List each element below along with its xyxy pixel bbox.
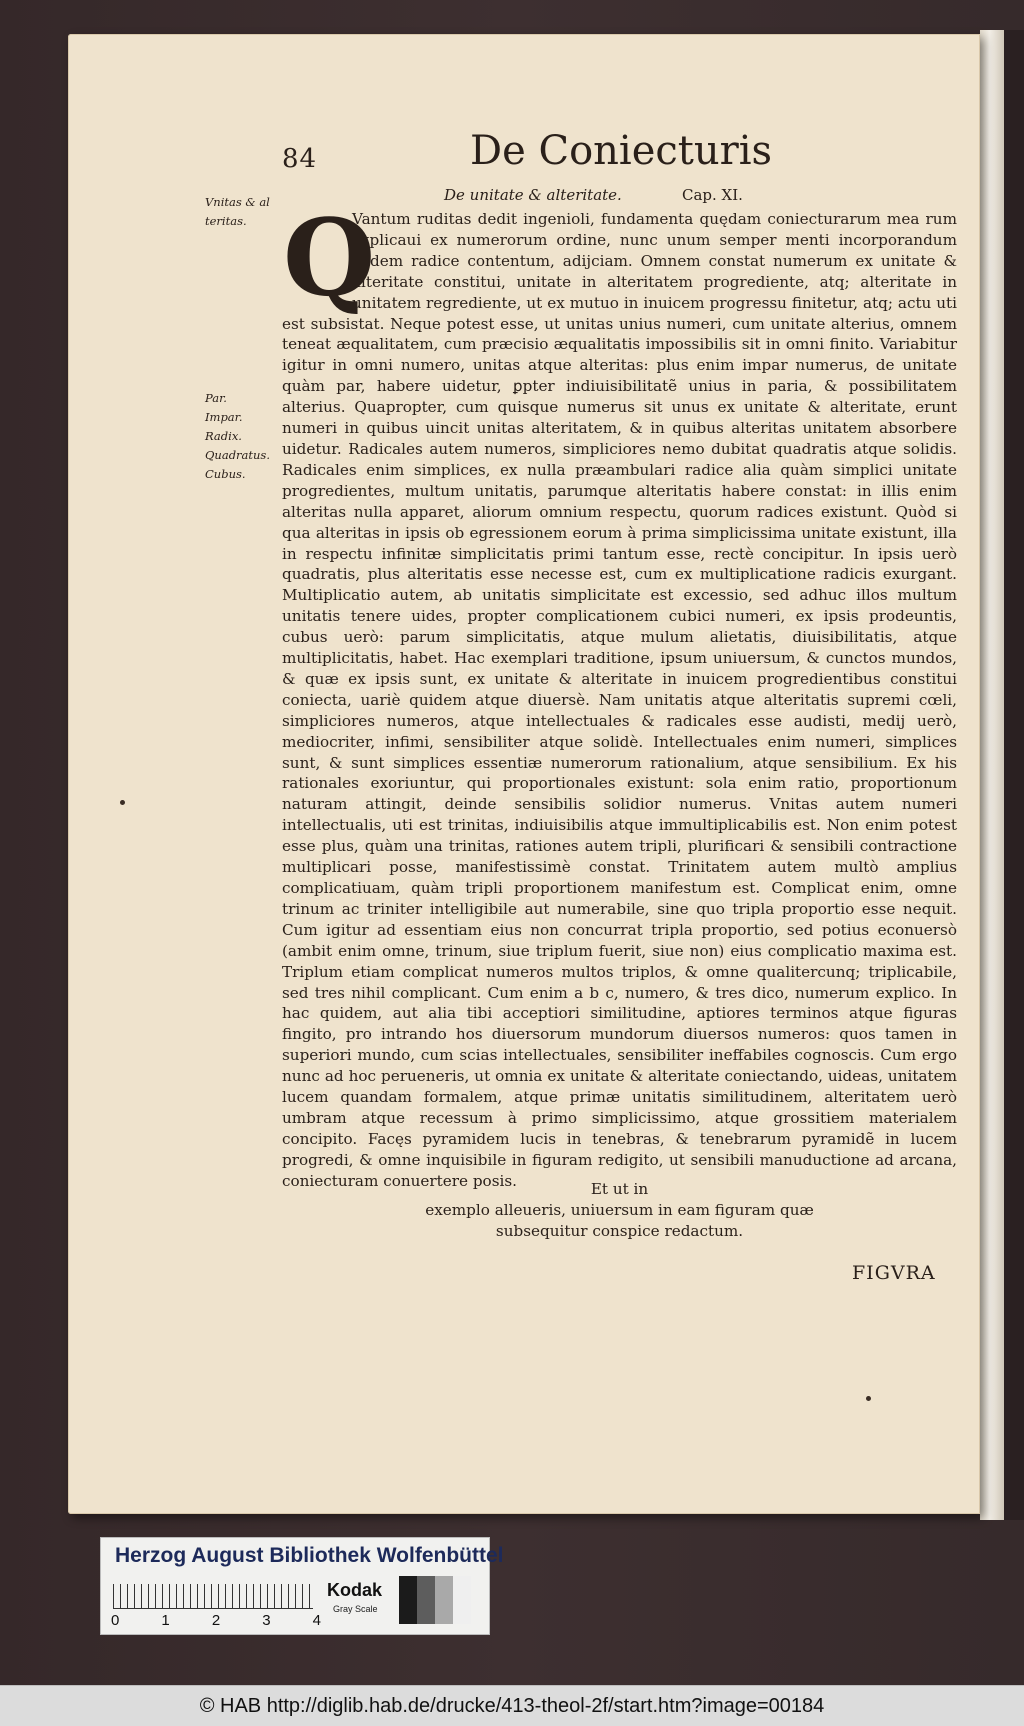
binding-shadow [1004,30,1024,1520]
main-paragraph: Vantum ruditas dedit ingenioli, fundamenta quędam coniecturarum mea rum explicaui ex numerorum ordine, nunc unum semper menti incorporandum eadem radice contentum, adijciam. Omnem constat numerum ex unitate & alteritate constitui, unitate in alteritatem progrediente, atq; alteritate in unitatem regrediente, ut ex mutuo in inuicem progressu finitetur, atq; actu uti est subsistat. Neque potest esse, ut unitas unius numeri, cum unitate alterius, omnem teneat æqualitatem, cum præcisio æqualitatis impossibilis sit in omni finito. Variabitur igitur in omni numero, unitas atque alteritas: plus enim impar numerus, de unitate quàm par, habere uidetur, ꝑpter indiuisibilitatẽ unius in paria, & possibilitatem alterius. Quapropter, cum quisque numerus sit unus ex unitate & alteritate, erunt numeri in quibus uincit unitas alteritatem, & in quibus alteritas unitatem absorbere uidetur. Radicales autem numeros, simpliciores nemo dubitat quadratis atque solidis. Radicales enim simplices, ex nulla præambulari radice alia quàm simplici unitate progredientes, multum unitatis, parumque alteritatis habere constat: in illis enim alteritas nulla apparet, aliorum omnium respectu, quorum radices existunt. Quòd si qua alteritas in ipsis ob egressionem eorum à prima simplicissima unitate existunt, illa in respectu infinitæ simplicitatis primi tantum esse, rectè concipitur. In ipsis uerò quadratis, plus alteritatis esse necesse est, cum ex multiplicatione radicis exurgant. Multiplicatio autem, ab unitatis simplicitate est excessio, sed adhuc illos multum unitatis tenere uides, propter complicationem cubici numeri, ex ipsis prodeuntis, cubus uerò: parum simplicitatis, atque mulum alietatis, diuisibilitatis, atque multiplicitatis, habet. Hac exemplari traditione, ipsum uniuersum, & cunctos mundos, & quæ ex ipsis sunt, ex unitate & alteritate in inuicem progredientibus constitui coniecta, uariè quidem atque diuersè. Nam unitatis atque alteritatis supremi cœli, simpliciores numeros, atque intellectuales & radicales esse audisti, medij uerò, mediocriter, infimi, sensibiliter atque solidè. Intellectuales enim numeri, simplices sunt, & sunt simplices essentiæ numerorum rationalium, atque sensibilium. Ex his rationales exoriuntur, qui proportionales existunt: sola enim ratio, proportionum naturam attingit, deinde sensibilis solidior numerus. Vnitas autem numeri intellectualis, uti est trinitas, indiuisibilis atque immultiplicabilis est. Non enim potest esse plus, quàm una trinitas, rationes autem tripli, plurificari & sensibili contractione multiplicari posse, manifestissimè constat. Trinitatem autem multò amplius complicatiuam, quàm tripli proportionem manifestum est. Complicat enim, omne trinum ac triniter intelligibile aut numerabile, sine quo tripla proportio esse nequit. Cum igitur ad essentiam eius non concurrat tripla proportio, sed potius econuersò (ambit enim omne, trinum, siue triplum fuerit, siue non) eius complicatio maxima est. Triplum etiam complicat numeros multos triplos, & omne qualitercunq; triplicabile, sed tres nihil complicant. Cum enim a b c, numero, & tres dico, numerum explico. In hac quidem, aut alia tibi acceptiori similitudine, aptiores terminos atque figuras fingito, pro intrando hos diuersorum mundorum diuersos numeros: quos tamen in superiori mundo, cum scias intellectuales, sensibiliter ineffabiles cognoscis. Cum ergo nunc ad hoc perueneris, ut omnia ex unitate & alteritate coniectando, uideas, unitatem lucem quandam formalem, atque primæ unitatis similitudinem, alteritatem uerò umbram atque recessum à primo simplicissimo, atque grossitiem materialem concipito. Facęs pyramidem lucis in tenebras, & tenebrarum pyramidẽ in lucem progredi, & omne inquisibile in figuram redigito, ut sensibili manuductione ad arcana, coniecturam conuertere posis. [282,210,957,1190]
closing-line: subsequitur conspice redactum. [495,1221,744,1240]
color-calibration-bar [100,1537,504,1635]
closing-line: exemplo alleueris, uniuersum in eam figuram quæ [425,1200,814,1219]
gray-patches [399,1576,471,1624]
gray-patch [435,1576,453,1624]
library-name: Herzog August Bibliothek Wolfenbüttel [115,1544,504,1567]
chapter-title: De unitate & alteritate. [444,186,622,204]
ruler-number: 1 [161,1612,170,1629]
marginal-line: Quadratus. [205,448,270,462]
marginal-note-unitas [205,193,285,231]
next-page-edge [980,30,1004,1520]
closing-lines [282,1179,957,1242]
kodak-logo: Kodak [327,1580,383,1600]
ruler-number: 0 [111,1612,120,1629]
ruler-numbers [111,1612,321,1629]
gray-scale-label: Gray Scale [333,1604,378,1614]
running-title: De Coniecturis [470,128,773,174]
gray-patch [417,1576,435,1624]
marginal-line: Cubus. [205,467,246,481]
ruler-number: 2 [211,1612,221,1629]
marginal-line: Radix. [205,429,242,443]
copyright-footer: © HAB http://diglib.hab.de/drucke/413-theol-2f/start.htm?image=00184 [199,1695,825,1717]
catchword: FIGVRA [852,1262,936,1284]
ink-speck [866,1396,871,1401]
drop-cap-initial: Q [283,195,376,320]
gray-patch [399,1576,417,1624]
chapter-heading [444,186,804,204]
marginal-line: Par. [205,391,227,405]
marginal-note-numbers [205,389,285,484]
ruler-number: 3 [262,1612,271,1629]
marginal-line: Vnitas & al [205,195,270,209]
footer-bar [0,1685,1024,1726]
marginal-line: teritas. [205,214,247,228]
ruler-number: 4 [312,1612,321,1629]
ruler [113,1584,313,1609]
page-number: 84 [282,144,318,174]
chapter-number: Cap. XI. [682,186,743,204]
gray-patch [453,1576,471,1624]
page-header [282,128,773,190]
ink-speck [120,800,125,805]
marginal-line: Impar. [205,410,243,424]
closing-line: Et ut in [590,1180,649,1198]
